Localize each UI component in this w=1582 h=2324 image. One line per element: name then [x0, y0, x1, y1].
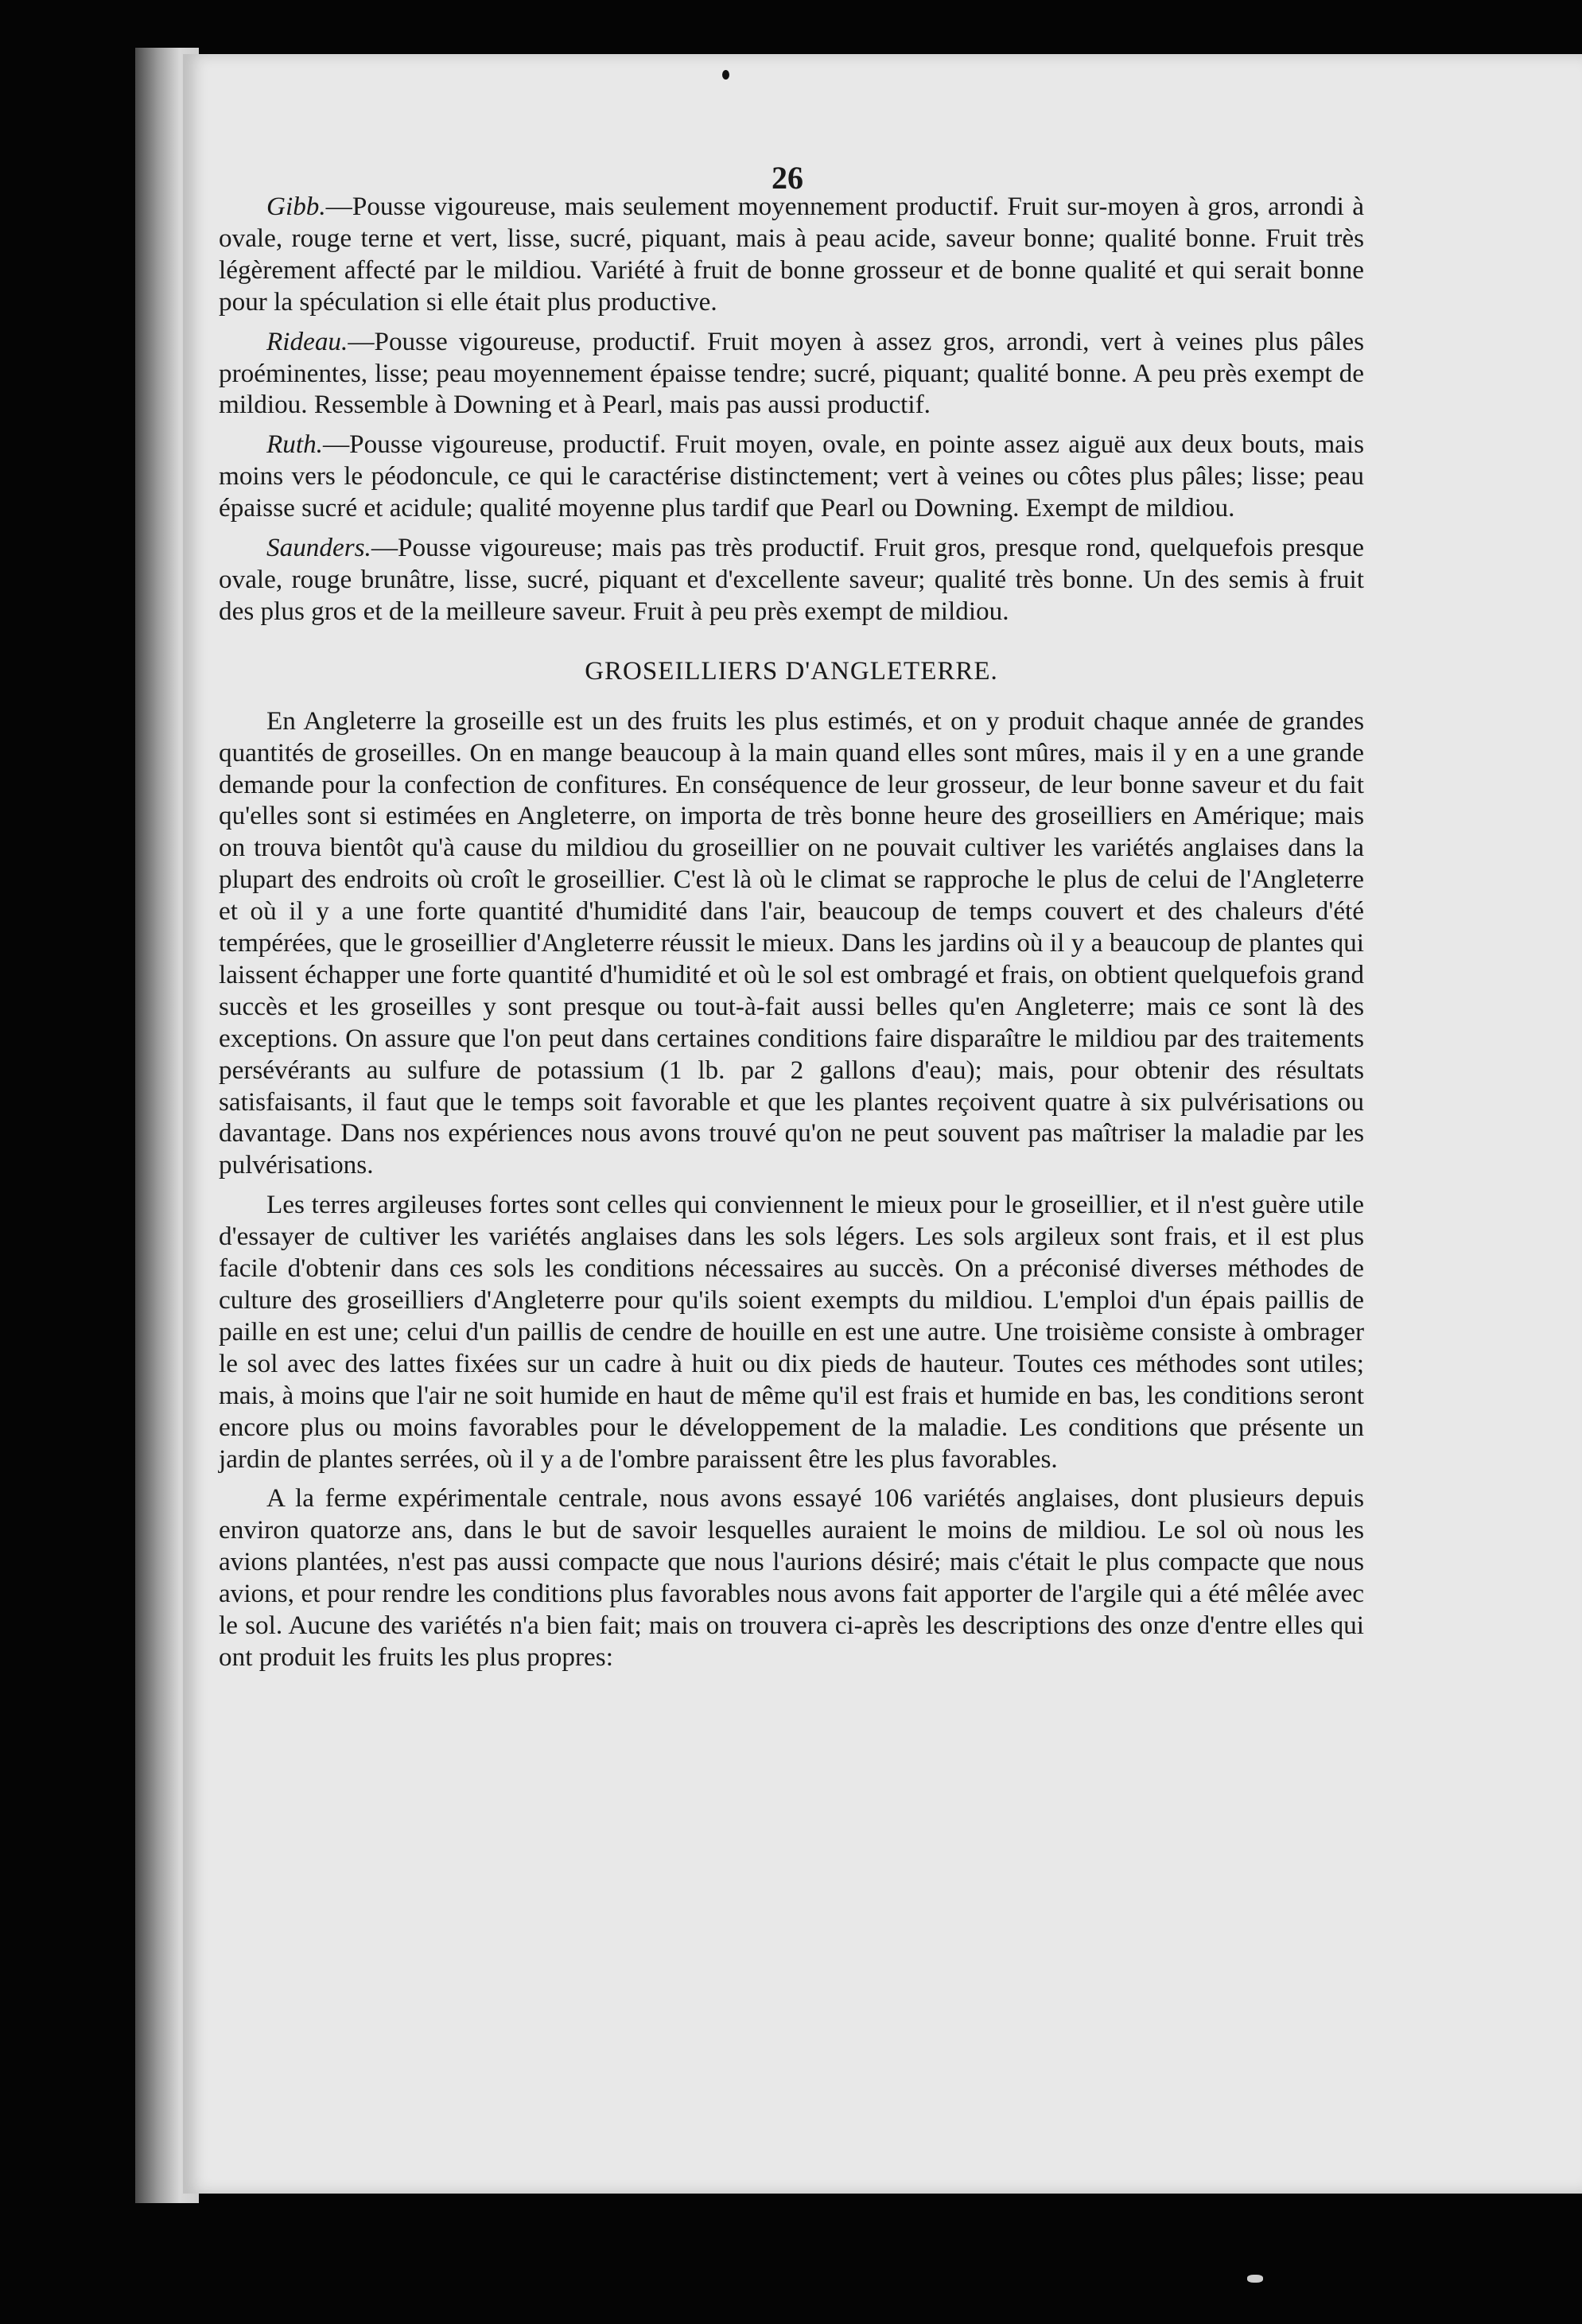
- scan-artifact-mark: [1247, 2275, 1263, 2283]
- variety-description: —Pousse vigoureuse; mais pas très productif. Fruit gros, presque rond, quelquefois presque ovale, rouge brunâtre, lisse, sucré, piquant et d'excellente saveur; qualité très bonne. Un des semis à fruit des plus gros et de la meilleure saveur. Fruit à peu près exempt de mildiou.: [219, 533, 1364, 626]
- variety-description: —Pousse vigoureuse, mais seulement moyennement productif. Fruit sur-moyen à gros, arrondi à ovale, rouge terne et vert, lisse, sucré, piquant, mais à peau acide, saveur bonne; qualité bonne. Fruit très légèrement affecté par le mildiou. Variété à fruit de bonne grosseur et de bonne qualité et qui serait bonne pour la spéculation si elle était plus productive.: [219, 192, 1364, 317]
- variety-entry-gibb: [219, 191, 1364, 318]
- section-paragraph: Les terres argileuses fortes sont celles qui conviennent le mieux pour le groseillier, et il n'est guère utile d'essayer de cultiver les variétés anglaises dans les sols légers. Les sols argileux sont frais, et il est plus facile d'obtenir dans ces sols les conditions nécessaires au succès. On a préconisé diverses méthodes de culture des groseilliers d'Angleterre pour qu'ils soient exempts du mildiou. L'emploi d'un épais paillis de paille en est une; celui d'un paillis de cendre de houille en est une autre. Une troisième consiste à ombrager le sol avec des lattes fixées sur un cadre à huit ou dix pieds de hauteur. Toutes ces méthodes sont utiles; mais, à moins que l'air ne soit humide en haut de même qu'il est frais et humide en bas, les conditions seront encore plus ou moins favorables pour le développement de la maladie. Les conditions que présente un jardin de plantes serrées, où il y a de l'ombre paraissent être les plus favorables.: [219, 1190, 1364, 1474]
- variety-name: Gibb.: [266, 192, 326, 221]
- variety-entry-saunders: [219, 532, 1364, 628]
- page-number: 26: [772, 160, 803, 196]
- section-heading: GROSEILLIERS D'ANGLETERRE.: [585, 656, 998, 686]
- variety-description: —Pousse vigoureuse, productif. Fruit moyen, ovale, en pointe assez aiguë aux deux bouts, mais moins vers le péodoncule, ce qui le caractérise distinctement; vert à veines ou côtes plus pâles; lisse; peau épaisse sucré et acidule; qualité moyenne plus tardif que Pearl ou Downing. Exempt de mildiou.: [219, 429, 1364, 523]
- ink-dot: [722, 70, 729, 80]
- section-paragraph: A la ferme expérimentale centrale, nous avons essayé 106 variétés anglaises, dont plusieurs depuis environ quatorze ans, dans le but de savoir lesquelles auraient le moins de mildiou. Le sol où nous les avions plantées, n'est pas aussi compacte que nous l'aurions désiré; mais c'était le plus compacte que nous avions, et pour rendre les conditions plus favorables nous avons fait apporter de l'argile qui a été mêlée avec le sol. Aucune des variétés n'a bien fait; mais on trouvera ci-après les descriptions des onze d'entre elles qui ont produit les fruits les plus propres:: [219, 1483, 1364, 1672]
- variety-entry-ruth: [219, 429, 1364, 524]
- variety-name: Rideau.: [266, 326, 348, 356]
- variety-description: —Pousse vigoureuse, productif. Fruit moyen à assez gros, arrondi, vert à veines plus pâles proéminentes, lisse; peau moyennement épaisse tendre; sucré, piquant; qualité bonne. A peu près exempt de mildiou. Ressemble à Downing et à Pearl, mais pas aussi productif.: [219, 326, 1364, 420]
- section-paragraph: En Angleterre la groseille est un des fruits les plus estimés, et on y produit chaque année de grandes quantités de groseilles. On en mange beaucoup à la main quand elles sont mûres, mais il y en a une grande demande pour la confection de confitures. En conséquence de leur grosseur, de leur bonne saveur et du fait qu'elles sont si estimées en Angleterre, on importa de très bonne heure des groseilliers en Amérique; mais on trouva bientôt qu'à cause du mildiou du groseillier on ne pouvait cultiver les variétés anglaises dans la plupart des endroits où croît le groseillier. C'est là où le climat se rapproche le plus de celui de l'Angleterre et où il y a une forte quantité d'humidité dans l'air, beaucoup de temps couvert et des chaleurs d'été tempérées, que le groseillier d'Angleterre réussit le mieux. Dans les jardins où il y a beaucoup de plantes qui laissent échapper une forte quantité d'humidité et où le sol est ombragé et frais, on obtient quelquefois grand succès et les groseilles y sont presque ou tout-à-fait aussi belles qu'en Angleterre; mais ce sont là des exceptions. On assure que l'on peut dans certaines conditions faire disparaître le mildiou par des traitements persévérants au sulfure de potassium (1 lb. par 2 gallons d'eau); mais, pour obtenir des résultats satisfaisants, il faut que le temps soit favorable et que les plantes reçoivent quatre à six pulvérisations ou davantage. Dans nos expériences nous avons trouvé qu'on ne peut souvent pas maîtriser la maladie par les pulvérisations.: [219, 705, 1364, 1180]
- variety-name: Ruth.: [266, 429, 323, 460]
- variety-entry-rideau: [219, 326, 1364, 422]
- variety-name: Saunders.: [266, 533, 371, 563]
- page-body: [219, 191, 1364, 1681]
